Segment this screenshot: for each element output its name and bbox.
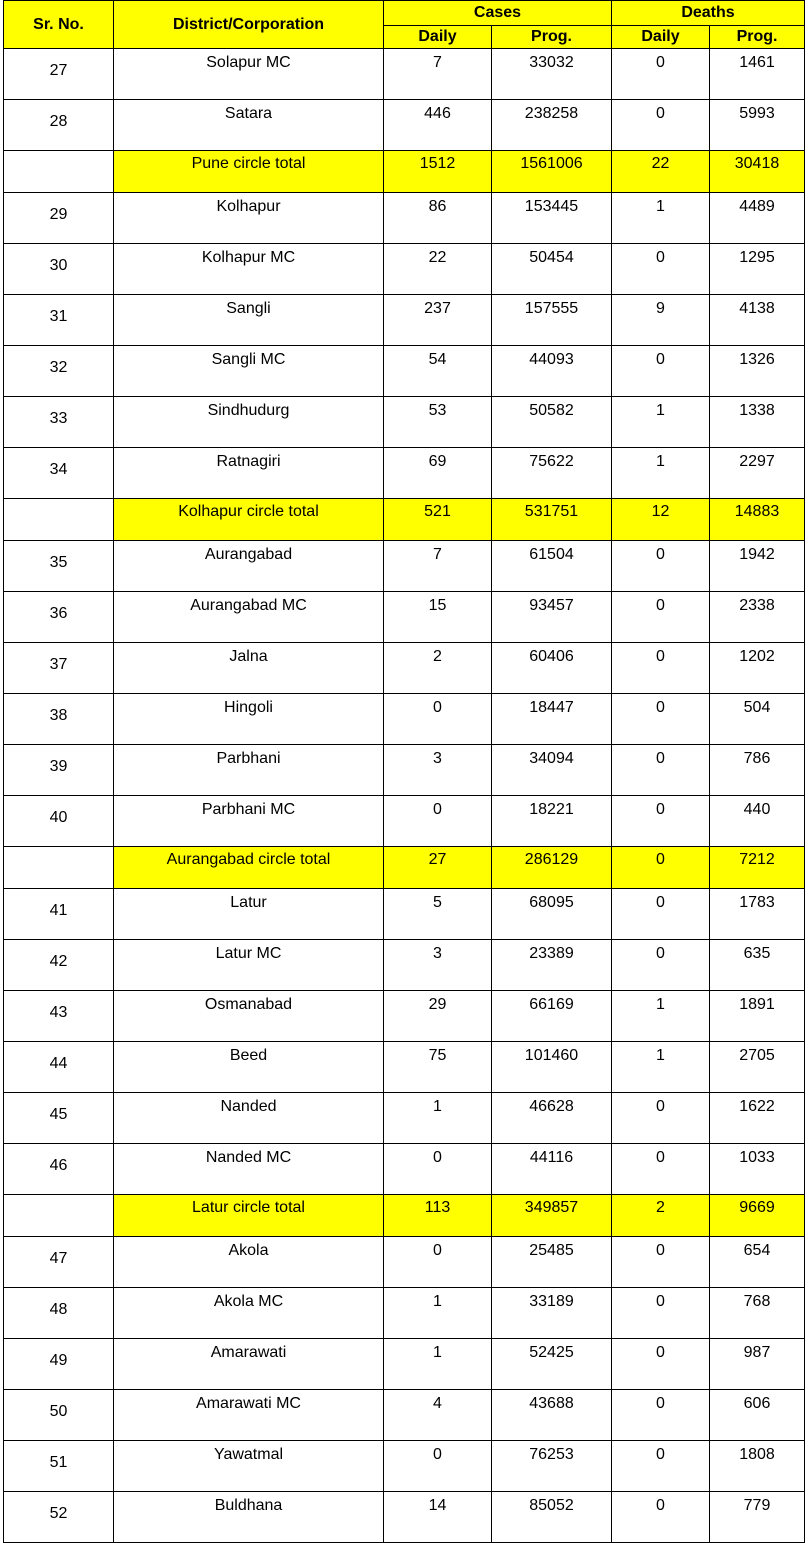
district-name-cell: Jalna: [114, 643, 384, 694]
sr-no-cell: 32: [4, 346, 114, 397]
cases-daily-cell: 5: [384, 889, 492, 940]
district-name-cell: Satara: [114, 100, 384, 151]
deaths-daily-cell: 0: [612, 592, 710, 643]
cases-prog-cell: 18221: [492, 796, 612, 847]
cases-daily-cell: 1512: [384, 151, 492, 193]
deaths-prog-cell: 4138: [710, 295, 805, 346]
sr-no-cell: 46: [4, 1144, 114, 1195]
table-row: [4, 694, 805, 745]
deaths-daily-cell: 1: [612, 991, 710, 1042]
table-row: [4, 49, 805, 100]
table-row: [4, 1288, 805, 1339]
cases-daily-cell: 1: [384, 1093, 492, 1144]
cases-daily-cell: 15: [384, 592, 492, 643]
table-row: [4, 1339, 805, 1390]
deaths-daily-cell: 12: [612, 499, 710, 541]
sr-no-cell: 39: [4, 745, 114, 796]
cases-daily-cell: 3: [384, 940, 492, 991]
table-row: [4, 940, 805, 991]
deaths-daily-cell: 0: [612, 541, 710, 592]
district-name-cell: Parbhani MC: [114, 796, 384, 847]
table-row: [4, 1093, 805, 1144]
deaths-prog-cell: 1783: [710, 889, 805, 940]
cases-prog-cell: 33189: [492, 1288, 612, 1339]
table-row: [4, 1390, 805, 1441]
cases-prog-cell: 101460: [492, 1042, 612, 1093]
cases-daily-cell: 113: [384, 1195, 492, 1237]
deaths-daily-cell: 2: [612, 1195, 710, 1237]
deaths-prog-cell: 779: [710, 1492, 805, 1543]
deaths-daily-cell: 1: [612, 448, 710, 499]
cases-daily-cell: 2: [384, 643, 492, 694]
sr-no-cell: 51: [4, 1441, 114, 1492]
deaths-prog-cell: 504: [710, 694, 805, 745]
sr-no-header: Sr. No.: [4, 1, 114, 49]
district-name-cell: Sangli: [114, 295, 384, 346]
district-name-cell: Osmanabad: [114, 991, 384, 1042]
deaths-prog-cell: 4489: [710, 193, 805, 244]
district-name-cell: Ratnagiri: [114, 448, 384, 499]
cases-daily-cell: 1: [384, 1339, 492, 1390]
table-row: [4, 796, 805, 847]
cases-prog-cell: 52425: [492, 1339, 612, 1390]
cases-prog-cell: 43688: [492, 1390, 612, 1441]
sr-no-cell: [4, 1195, 114, 1237]
cases-daily-cell: 0: [384, 1144, 492, 1195]
district-name-cell: Beed: [114, 1042, 384, 1093]
cases-prog-cell: 75622: [492, 448, 612, 499]
cases-prog-cell: 286129: [492, 847, 612, 889]
table-row: [4, 1042, 805, 1093]
cases-daily-cell: 1: [384, 1288, 492, 1339]
cases-daily-cell: 75: [384, 1042, 492, 1093]
deaths-daily-cell: 0: [612, 796, 710, 847]
cases-prog-cell: 33032: [492, 49, 612, 100]
district-name-cell: Amarawati: [114, 1339, 384, 1390]
deaths-daily-cell: 0: [612, 847, 710, 889]
deaths-prog-cell: 30418: [710, 151, 805, 193]
sr-no-cell: 48: [4, 1288, 114, 1339]
deaths-daily-cell: 1: [612, 397, 710, 448]
table-row: [4, 592, 805, 643]
deaths-daily-cell: 0: [612, 244, 710, 295]
cases-daily-cell: 29: [384, 991, 492, 1042]
district-case-table: [3, 0, 805, 1543]
cases-prog-cell: 349857: [492, 1195, 612, 1237]
deaths-daily-cell: 0: [612, 1339, 710, 1390]
cases-prog-cell: 50454: [492, 244, 612, 295]
cases-daily-header: Daily: [384, 26, 492, 49]
cases-prog-cell: 25485: [492, 1237, 612, 1288]
deaths-daily-cell: 0: [612, 1441, 710, 1492]
sr-no-cell: 38: [4, 694, 114, 745]
sr-no-cell: 52: [4, 1492, 114, 1543]
deaths-prog-cell: 7212: [710, 847, 805, 889]
deaths-prog-cell: 9669: [710, 1195, 805, 1237]
cases-prog-cell: 23389: [492, 940, 612, 991]
cases-prog-cell: 60406: [492, 643, 612, 694]
deaths-prog-cell: 987: [710, 1339, 805, 1390]
deaths-prog-cell: 1202: [710, 643, 805, 694]
table-row: [4, 346, 805, 397]
sr-no-cell: 30: [4, 244, 114, 295]
table-row: [4, 991, 805, 1042]
district-name-cell: Akola MC: [114, 1288, 384, 1339]
cases-prog-cell: 50582: [492, 397, 612, 448]
table-row: [4, 1441, 805, 1492]
deaths-daily-cell: 0: [612, 643, 710, 694]
district-name-cell: Hingoli: [114, 694, 384, 745]
cases-daily-cell: 0: [384, 796, 492, 847]
cases-prog-cell: 46628: [492, 1093, 612, 1144]
table-row: [4, 1237, 805, 1288]
sr-no-cell: 47: [4, 1237, 114, 1288]
sr-no-cell: 41: [4, 889, 114, 940]
table-row: [4, 193, 805, 244]
deaths-prog-cell: 768: [710, 1288, 805, 1339]
cases-daily-cell: 69: [384, 448, 492, 499]
table-row: [4, 1492, 805, 1543]
sr-no-cell: 31: [4, 295, 114, 346]
circle-total-row: [4, 151, 805, 193]
deaths-daily-cell: 22: [612, 151, 710, 193]
district-name-cell: Amarawati MC: [114, 1390, 384, 1441]
sr-no-cell: 45: [4, 1093, 114, 1144]
district-name-cell: Parbhani: [114, 745, 384, 796]
deaths-daily-cell: 0: [612, 1390, 710, 1441]
cases-prog-cell: 531751: [492, 499, 612, 541]
cases-daily-cell: 54: [384, 346, 492, 397]
sr-no-cell: 43: [4, 991, 114, 1042]
deaths-prog-cell: 440: [710, 796, 805, 847]
cases-prog-cell: 61504: [492, 541, 612, 592]
table-row: [4, 100, 805, 151]
cases-prog-cell: 44116: [492, 1144, 612, 1195]
cases-prog-cell: 44093: [492, 346, 612, 397]
deaths-daily-cell: 0: [612, 1237, 710, 1288]
table-body: [4, 49, 805, 1543]
deaths-prog-cell: 2705: [710, 1042, 805, 1093]
cases-daily-cell: 4: [384, 1390, 492, 1441]
circle-total-row: [4, 499, 805, 541]
deaths-prog-cell: 786: [710, 745, 805, 796]
cases-prog-cell: 68095: [492, 889, 612, 940]
deaths-prog-cell: 2338: [710, 592, 805, 643]
cases-daily-cell: 27: [384, 847, 492, 889]
district-name-cell: Aurangabad circle total: [114, 847, 384, 889]
circle-total-row: [4, 1195, 805, 1237]
cases-daily-cell: 14: [384, 1492, 492, 1543]
district-name-cell: Kolhapur MC: [114, 244, 384, 295]
district-name-cell: Aurangabad: [114, 541, 384, 592]
cases-prog-cell: 34094: [492, 745, 612, 796]
deaths-daily-cell: 0: [612, 889, 710, 940]
cases-prog-cell: 85052: [492, 1492, 612, 1543]
deaths-prog-cell: 654: [710, 1237, 805, 1288]
sr-no-cell: [4, 847, 114, 889]
deaths-daily-cell: 0: [612, 49, 710, 100]
table-row: [4, 1144, 805, 1195]
deaths-prog-cell: 1033: [710, 1144, 805, 1195]
sr-no-cell: 50: [4, 1390, 114, 1441]
deaths-prog-cell: 1622: [710, 1093, 805, 1144]
deaths-prog-header: Prog.: [710, 26, 805, 49]
deaths-prog-cell: 1295: [710, 244, 805, 295]
cases-daily-cell: 237: [384, 295, 492, 346]
sr-no-cell: 36: [4, 592, 114, 643]
sr-no-cell: 27: [4, 49, 114, 100]
cases-daily-cell: 0: [384, 1441, 492, 1492]
cases-daily-cell: 7: [384, 49, 492, 100]
deaths-prog-cell: 1942: [710, 541, 805, 592]
cases-prog-cell: 76253: [492, 1441, 612, 1492]
district-table-wrapper: [3, 0, 804, 1543]
table-row: [4, 889, 805, 940]
deaths-prog-cell: 1338: [710, 397, 805, 448]
cases-prog-cell: 93457: [492, 592, 612, 643]
table-row: [4, 643, 805, 694]
header-row-top: [4, 1, 805, 26]
deaths-daily-cell: 0: [612, 1144, 710, 1195]
deaths-daily-cell: 0: [612, 100, 710, 151]
district-name-cell: Buldhana: [114, 1492, 384, 1543]
cases-daily-cell: 3: [384, 745, 492, 796]
deaths-prog-cell: 1808: [710, 1441, 805, 1492]
district-name-cell: Latur: [114, 889, 384, 940]
sr-no-cell: 42: [4, 940, 114, 991]
district-name-cell: Sangli MC: [114, 346, 384, 397]
district-name-cell: Kolhapur circle total: [114, 499, 384, 541]
deaths-prog-cell: 5993: [710, 100, 805, 151]
table-row: [4, 295, 805, 346]
cases-daily-cell: 22: [384, 244, 492, 295]
table-row: [4, 448, 805, 499]
deaths-prog-cell: 1326: [710, 346, 805, 397]
deaths-daily-cell: 0: [612, 1093, 710, 1144]
cases-prog-cell: 157555: [492, 295, 612, 346]
district-name-cell: Latur MC: [114, 940, 384, 991]
cases-daily-cell: 0: [384, 694, 492, 745]
cases-prog-cell: 1561006: [492, 151, 612, 193]
deaths-daily-cell: 0: [612, 940, 710, 991]
cases-daily-cell: 7: [384, 541, 492, 592]
district-name-cell: Yawatmal: [114, 1441, 384, 1492]
district-name-cell: Solapur MC: [114, 49, 384, 100]
district-name-cell: Aurangabad MC: [114, 592, 384, 643]
district-name-cell: Nanded MC: [114, 1144, 384, 1195]
deaths-daily-cell: 0: [612, 1288, 710, 1339]
circle-total-row: [4, 847, 805, 889]
sr-no-cell: 44: [4, 1042, 114, 1093]
deaths-daily-cell: 0: [612, 1492, 710, 1543]
sr-no-cell: 33: [4, 397, 114, 448]
cases-prog-cell: 66169: [492, 991, 612, 1042]
district-name-cell: Latur circle total: [114, 1195, 384, 1237]
cases-daily-cell: 86: [384, 193, 492, 244]
cases-prog-header: Prog.: [492, 26, 612, 49]
deaths-daily-cell: 0: [612, 745, 710, 796]
deaths-daily-cell: 1: [612, 193, 710, 244]
sr-no-cell: 49: [4, 1339, 114, 1390]
sr-no-cell: 28: [4, 100, 114, 151]
deaths-prog-cell: 14883: [710, 499, 805, 541]
deaths-prog-cell: 1461: [710, 49, 805, 100]
cases-daily-cell: 53: [384, 397, 492, 448]
deaths-prog-cell: 1891: [710, 991, 805, 1042]
district-name-cell: Nanded: [114, 1093, 384, 1144]
cases-header: Cases: [384, 1, 612, 26]
sr-no-cell: [4, 499, 114, 541]
deaths-daily-cell: 0: [612, 694, 710, 745]
cases-daily-cell: 446: [384, 100, 492, 151]
cases-daily-cell: 521: [384, 499, 492, 541]
sr-no-cell: 34: [4, 448, 114, 499]
deaths-daily-cell: 1: [612, 1042, 710, 1093]
deaths-prog-cell: 2297: [710, 448, 805, 499]
district-name-cell: Sindhudurg: [114, 397, 384, 448]
table-row: [4, 244, 805, 295]
deaths-prog-cell: 635: [710, 940, 805, 991]
sr-no-cell: 40: [4, 796, 114, 847]
sr-no-cell: 29: [4, 193, 114, 244]
sr-no-cell: [4, 151, 114, 193]
deaths-daily-header: Daily: [612, 26, 710, 49]
cases-prog-cell: 238258: [492, 100, 612, 151]
district-name-cell: Pune circle total: [114, 151, 384, 193]
cases-daily-cell: 0: [384, 1237, 492, 1288]
cases-prog-cell: 18447: [492, 694, 612, 745]
sr-no-cell: 35: [4, 541, 114, 592]
table-row: [4, 745, 805, 796]
district-name-cell: Akola: [114, 1237, 384, 1288]
district-name-cell: Kolhapur: [114, 193, 384, 244]
table-row: [4, 397, 805, 448]
cases-prog-cell: 153445: [492, 193, 612, 244]
table-row: [4, 541, 805, 592]
deaths-daily-cell: 9: [612, 295, 710, 346]
district-header: District/Corporation: [114, 1, 384, 49]
sr-no-cell: 37: [4, 643, 114, 694]
deaths-prog-cell: 606: [710, 1390, 805, 1441]
deaths-daily-cell: 0: [612, 346, 710, 397]
deaths-header: Deaths: [612, 1, 805, 26]
